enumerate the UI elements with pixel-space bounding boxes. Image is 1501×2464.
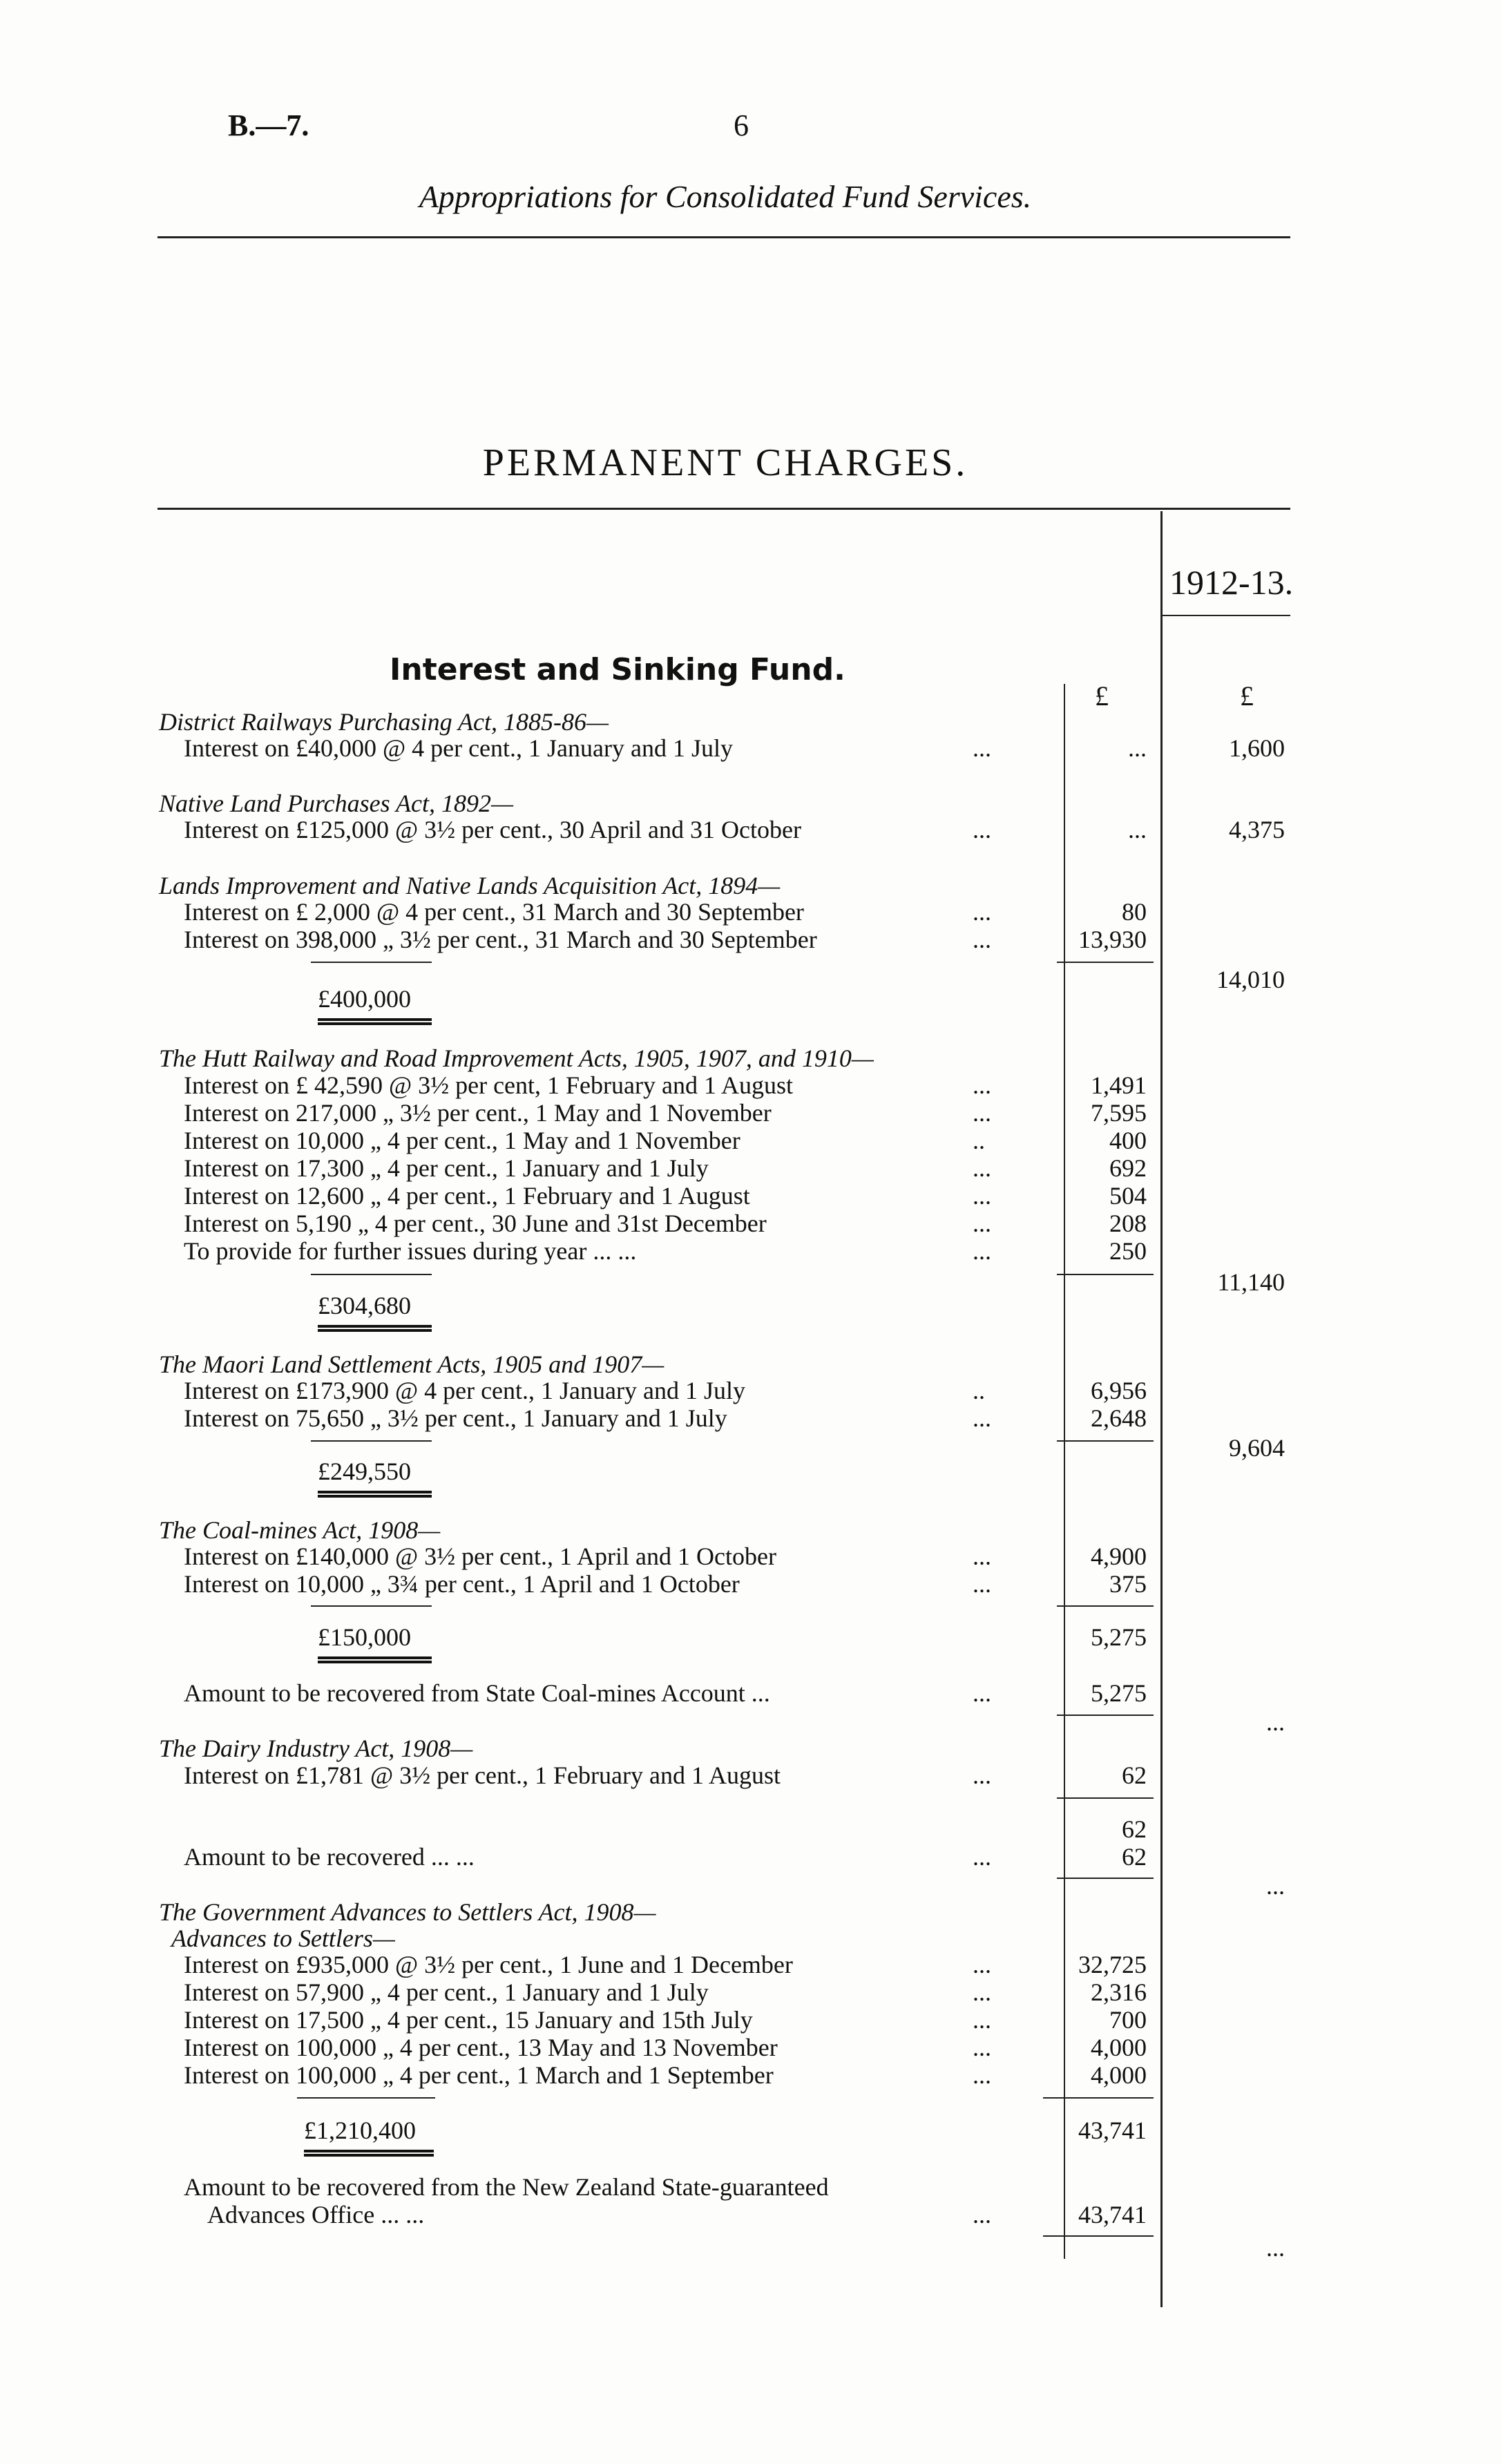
recovered-amount: 43,741 <box>1078 2201 1147 2228</box>
line-text: Interest on 100,000 „ 4 per cent., 13 May and 13 November <box>184 2034 778 2061</box>
year-total: ... <box>1266 1708 1285 1736</box>
year-heading-rule <box>1162 615 1290 616</box>
leader-dots: ... <box>973 1679 991 1707</box>
year-total: 11,140 <box>1217 1268 1285 1296</box>
leader-dots: ... <box>973 1210 991 1237</box>
line-text: Interest on £40,000 @ 4 per cent., 1 January and 1 July <box>184 734 733 762</box>
line-amount: 4,000 <box>1091 2034 1147 2061</box>
line-text: Interest on £173,900 @ 4 per cent., 1 January and 1 July <box>184 1377 745 1404</box>
leader-dots: ... <box>973 1978 991 2006</box>
principal-subtotal: £304,680 <box>318 1292 411 1319</box>
line-amount: 13,930 <box>1078 926 1147 953</box>
leader-dots: ... <box>973 1761 991 1789</box>
recovered-text: Amount to be recovered from the New Zealand State-guaranteed <box>184 2173 829 2201</box>
line-amount: 400 <box>1109 1127 1147 1154</box>
subtotal-rule <box>311 1605 432 1607</box>
subtotal-double-rule <box>318 1018 432 1025</box>
line-amount: 32,725 <box>1078 1951 1147 1978</box>
subtotal-rule <box>311 1274 432 1275</box>
act-heading: District Railways Purchasing Act, 1885-86— <box>159 708 609 736</box>
act-heading: Lands Improvement and Native Lands Acquisition Act, 1894— <box>159 872 781 899</box>
year-column-rule <box>1160 511 1163 2307</box>
amount-rule <box>1043 2097 1154 2099</box>
leader-dots: .. <box>973 1127 985 1154</box>
leader-dots: ... <box>973 2061 991 2089</box>
leader-dots: .. <box>973 1377 985 1404</box>
recovered-text: Amount to be recovered from State Coal-mines Account ... <box>184 1679 770 1707</box>
leader-dots: ... <box>973 1237 991 1265</box>
leader-dots: ... <box>973 1843 991 1871</box>
act-heading: The Maori Land Settlement Acts, 1905 and 1907— <box>159 1350 665 1378</box>
recovered-text-continued: Advances Office ... ... <box>207 2201 425 2228</box>
line-text: Interest on 57,900 „ 4 per cent., 1 January and 1 July <box>184 1978 709 2006</box>
line-text: Interest on £ 42,590 @ 3½ per cent, 1 February and 1 August <box>184 1071 793 1099</box>
principal-subtotal: £150,000 <box>318 1623 411 1651</box>
line-amount: 2,316 <box>1091 1978 1147 2006</box>
year-total: 1,600 <box>1229 734 1285 762</box>
document-reference: B.—7. <box>228 108 309 142</box>
amount-rule <box>1057 1715 1154 1716</box>
leader-dots: ... <box>973 1099 991 1127</box>
line-text: Interest on 17,300 „ 4 per cent., 1 January and 1 July <box>184 1154 709 1182</box>
principal-subtotal: £400,000 <box>318 985 411 1013</box>
subtotal-rule <box>311 962 432 963</box>
act-heading: The Coal-mines Act, 1908— <box>159 1516 441 1544</box>
amount-rule <box>1057 1440 1154 1442</box>
amount-rule <box>1057 1878 1154 1879</box>
line-text: Interest on £140,000 @ 3½ per cent., 1 April and 1 October <box>184 1543 776 1570</box>
recovered-amount: 5,275 <box>1091 1679 1147 1707</box>
currency-header-amount: £ <box>1095 680 1109 711</box>
subtotal-rule <box>297 2097 435 2099</box>
page-number: 6 <box>734 108 749 142</box>
line-text: Interest on 10,000 „ 4 per cent., 1 May and 1 November <box>184 1127 740 1154</box>
section-title: PERMANENT CHARGES. <box>482 441 968 484</box>
line-amount: 692 <box>1109 1154 1147 1182</box>
leader-dots: ... <box>973 2006 991 2034</box>
line-amount: 375 <box>1109 1570 1147 1598</box>
line-amount: 62 <box>1122 1761 1147 1789</box>
sub-act-heading: Advances to Settlers— <box>171 1925 395 1952</box>
line-text: Interest on 12,600 „ 4 per cent., 1 February and 1 August <box>184 1182 750 1210</box>
line-amount: 7,595 <box>1091 1099 1147 1127</box>
currency-header-total: £ <box>1240 680 1254 711</box>
leader-dots: ... <box>973 926 991 953</box>
year-total: ... <box>1266 2234 1285 2262</box>
year-total: 9,604 <box>1229 1434 1285 1462</box>
principal-subtotal: £1,210,400 <box>304 2117 416 2144</box>
amount-subtotal: 43,741 <box>1078 2117 1147 2144</box>
leader-dots: ... <box>973 1182 991 1210</box>
line-amount: 700 <box>1109 2006 1147 2034</box>
line-text: Interest on 75,650 „ 3½ per cent., 1 January and 1 July <box>184 1404 727 1432</box>
leader-dots: ... <box>973 734 991 762</box>
subtotal-rule <box>311 1440 432 1442</box>
act-heading: The Hutt Railway and Road Improvement Acts, 1905, 1907, and 1910— <box>159 1044 874 1072</box>
section-rule <box>157 508 1290 510</box>
leader-dots: ... <box>973 1951 991 1978</box>
leader-dots: ... <box>973 2201 991 2228</box>
recovered-amount: 62 <box>1122 1843 1147 1871</box>
line-text: Interest on 217,000 „ 3½ per cent., 1 May and 1 November <box>184 1099 772 1127</box>
line-amount: 4,900 <box>1091 1543 1147 1570</box>
leader-dots: ... <box>973 1543 991 1570</box>
line-amount: 80 <box>1122 898 1147 926</box>
subtotal-double-rule <box>318 1325 432 1332</box>
subtotal-double-rule <box>318 1656 432 1663</box>
header-rule <box>157 236 1290 238</box>
amount-subtotal: 62 <box>1122 1815 1147 1843</box>
leader-dots: ... <box>973 898 991 926</box>
line-text: To provide for further issues during year ... ... <box>184 1237 637 1265</box>
amount-rule <box>1043 2235 1154 2237</box>
year-total: 14,010 <box>1216 966 1285 993</box>
amount-rule <box>1057 1605 1154 1607</box>
year-heading: 1912-13. <box>1169 563 1294 602</box>
line-amount: ... <box>1128 816 1147 843</box>
line-amount: 250 <box>1109 1237 1147 1265</box>
line-amount: 2,648 <box>1091 1404 1147 1432</box>
line-amount: 208 <box>1109 1210 1147 1237</box>
act-heading: Native Land Purchases Act, 1892— <box>159 790 513 817</box>
amount-subtotal: 5,275 <box>1091 1623 1147 1651</box>
table-subtitle: Interest and Sinking Fund. <box>390 652 845 687</box>
line-amount: 1,491 <box>1091 1071 1147 1099</box>
leader-dots: ... <box>973 1071 991 1099</box>
amount-rule <box>1057 1274 1154 1275</box>
line-text: Interest on 5,190 „ 4 per cent., 30 June and 31st December <box>184 1210 767 1237</box>
leader-dots: ... <box>973 1570 991 1598</box>
leader-dots: ... <box>973 2034 991 2061</box>
line-text: Interest on 398,000 „ 3½ per cent., 31 March and 30 September <box>184 926 817 953</box>
subtotal-double-rule <box>318 1491 432 1498</box>
line-amount: 4,000 <box>1091 2061 1147 2089</box>
leader-dots: ... <box>973 1404 991 1432</box>
principal-subtotal: £249,550 <box>318 1458 411 1485</box>
amount-rule <box>1057 962 1154 963</box>
year-total: 4,375 <box>1229 816 1285 843</box>
page-title: Appropriations for Consolidated Fund Services. <box>419 179 1032 214</box>
line-amount: 6,956 <box>1091 1377 1147 1404</box>
line-text: Interest on £125,000 @ 3½ per cent., 30 April and 31 October <box>184 816 801 843</box>
line-text: Interest on £935,000 @ 3½ per cent., 1 June and 1 December <box>184 1951 793 1978</box>
line-amount: ... <box>1128 734 1147 762</box>
year-total: ... <box>1266 1872 1285 1900</box>
line-text: Interest on 100,000 „ 4 per cent., 1 March and 1 September <box>184 2061 774 2089</box>
line-text: Interest on 17,500 „ 4 per cent., 15 January and 15th July <box>184 2006 753 2034</box>
leader-dots: ... <box>973 816 991 843</box>
line-text: Interest on £ 2,000 @ 4 per cent., 31 March and 30 September <box>184 898 804 926</box>
subtotal-double-rule <box>304 2150 434 2157</box>
amount-rule <box>1057 1797 1154 1799</box>
act-heading: The Government Advances to Settlers Act, 1908— <box>159 1898 656 1926</box>
act-heading: The Dairy Industry Act, 1908— <box>159 1735 473 1762</box>
recovered-text: Amount to be recovered ... ... <box>184 1843 475 1871</box>
leader-dots: ... <box>973 1154 991 1182</box>
line-amount: 504 <box>1109 1182 1147 1210</box>
line-text: Interest on £1,781 @ 3½ per cent., 1 February and 1 August <box>184 1761 781 1789</box>
line-text: Interest on 10,000 „ 3¾ per cent., 1 April and 1 October <box>184 1570 740 1598</box>
